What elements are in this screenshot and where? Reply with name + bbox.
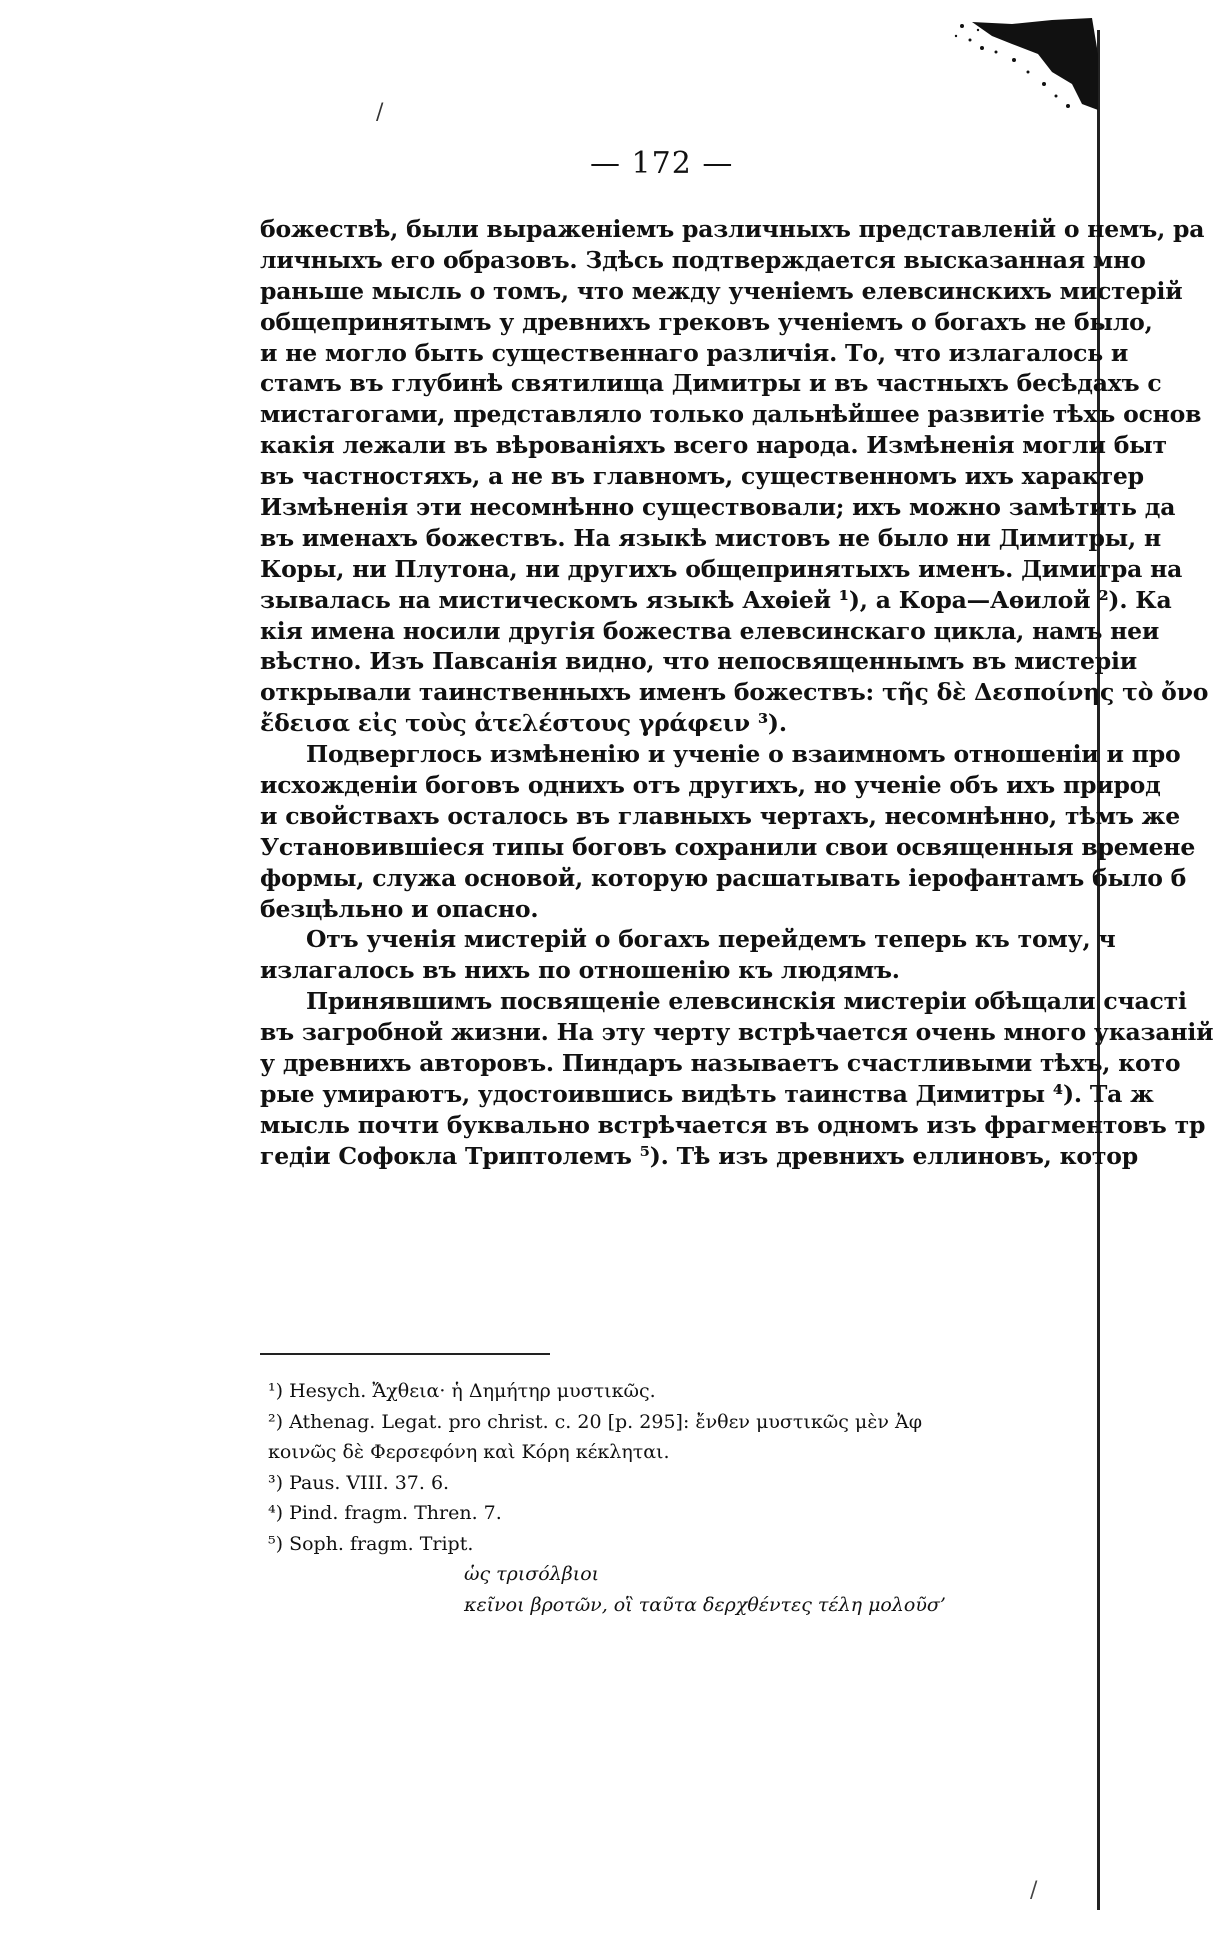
text-line: у древнихъ авторовъ. Пиндаръ называетъ счастливыми тѣхъ, кото	[260, 1049, 1181, 1078]
text-line: божествѣ, были выраженіемъ различныхъ представленій о немъ, ра	[260, 215, 1205, 243]
stray-mark-bottom: /	[1030, 1878, 1038, 1903]
footnote-line: ⁵) Soph. fragm. Tript.	[268, 1532, 474, 1555]
stray-mark: /	[376, 100, 384, 125]
text-line: раньше мысль о томъ, что между ученіемъ елевсинскихъ мистерій	[260, 276, 1183, 305]
text-line: излагалось въ нихъ по отношенію къ людямъ.	[260, 956, 900, 985]
corner-ink-mark	[952, 14, 1100, 114]
text-line: мистагогами, представляло только дальнѣйшее развитіе тѣхъ основ	[260, 400, 1202, 429]
text-line: безцѣльно и опасно.	[260, 894, 539, 923]
text-line: Принявшимъ посвященіе елевсинскія мистеріи обѣщали счасті	[306, 987, 1187, 1016]
footnote-quote-line: ὡς τρισόλβιοι	[464, 1563, 600, 1585]
footnote-divider	[260, 1353, 550, 1355]
footnotes	[268, 1376, 1100, 1620]
text-line: вѣстно. Изъ Павсанія видно, что непосвященнымъ въ мистеріи	[260, 647, 1137, 676]
text-line: открывали таинственныхъ именъ божествъ: τῆς δὲ Δεσποίνης τὸ ὄνο	[260, 678, 1209, 707]
text-line: гедіи Софокла Триптолемъ ⁵). Тѣ изъ древнихъ еллиновъ, котор	[260, 1141, 1138, 1170]
text-line: мысль почти буквально встрѣчается въ одномъ изъ фрагментовъ тр	[260, 1110, 1206, 1139]
text-line: въ именахъ божествъ. На языкѣ мистовъ не было ни Димитры, н	[260, 523, 1162, 552]
text-line: въ частностяхъ, а не въ главномъ, существенномъ ихъ характер	[260, 462, 1144, 491]
footnote-line: ³) Paus. VIII. 37. 6.	[268, 1471, 450, 1494]
text-line: и не могло быть существеннаго различія. То, что излагалось и	[260, 338, 1129, 367]
footnote-line: ⁴) Pind. fragm. Thren. 7.	[268, 1502, 502, 1524]
text-line: зывалась на мистическомъ языкѣ Ахѳіей ¹), а Кора—Аѳилой ²). Ка	[260, 585, 1172, 614]
body-text	[260, 214, 1213, 1172]
text-line: исхожденіи боговъ однихъ отъ другихъ, но ученіе объ ихъ природ	[260, 771, 1161, 800]
text-line: рые умираютъ, удостоившись видѣть таинства Димитры ⁴). Та ж	[260, 1079, 1154, 1108]
text-line: ἔδεισα εἰς τοὺς ἀτελέστους γράφειν ³).	[260, 709, 787, 738]
text-line: личныхъ его образовъ. Здѣсь подтверждается высказанная мно	[260, 245, 1146, 274]
text-line: формы, служа основой, которую расшатывать іерофантамъ было б	[260, 863, 1187, 892]
text-line: какія лежали въ вѣрованіяхъ всего народа. Измѣненія могли быт	[260, 431, 1167, 460]
text-line: Отъ ученія мистерій о богахъ перейдемъ теперь къ тому, ч	[306, 925, 1116, 954]
text-line: общепринятымъ у древнихъ грековъ ученіемъ о богахъ не было,	[260, 307, 1153, 336]
text-line: и свойствахъ осталось въ главныхъ чертахъ, несомнѣнно, тѣмъ же	[260, 801, 1180, 830]
page-number: — 172 —	[590, 146, 734, 181]
text-line: стамъ въ глубинѣ святилища Димитры и въ частныхъ бесѣдахъ с	[260, 369, 1162, 398]
footnote-line: ²) Athenag. Legat. pro christ. c. 20 [p. 295]: ἔνθεν μυστικῶς μὲν Ἀφ	[268, 1410, 923, 1433]
text-line: Измѣненія эти несомнѣнно существовали; ихъ можно замѣтить да	[260, 493, 1176, 522]
text-line: Установившіеся типы боговъ сохранили свои освященныя времене	[260, 832, 1196, 861]
text-line: Коры, ни Плутона, ни другихъ общепринятыхъ именъ. Димитра на	[260, 554, 1183, 583]
text-line: въ загробной жизни. На эту черту встрѣчается очень много указаній	[260, 1018, 1213, 1047]
text-line: кія имена носили другія божества елевсинскаго цикла, намъ неи	[260, 616, 1160, 645]
footnote-quote-line: κεῖνοι βροτῶν, οἳ ταῦτα δερχθέντες τέλη μολοῦσ’	[464, 1593, 946, 1616]
footnote-line: κοινῶς δὲ Φερσεφόνη καὶ Κόρη κέκληται.	[268, 1441, 670, 1463]
text-line: Подверглось измѣненію и ученіе о взаимномъ отношеніи и про	[306, 740, 1181, 769]
footnote-line: ¹) Hesych. Ἄχθεια· ἡ Δημήτηρ μυστικῶς.	[268, 1380, 656, 1402]
